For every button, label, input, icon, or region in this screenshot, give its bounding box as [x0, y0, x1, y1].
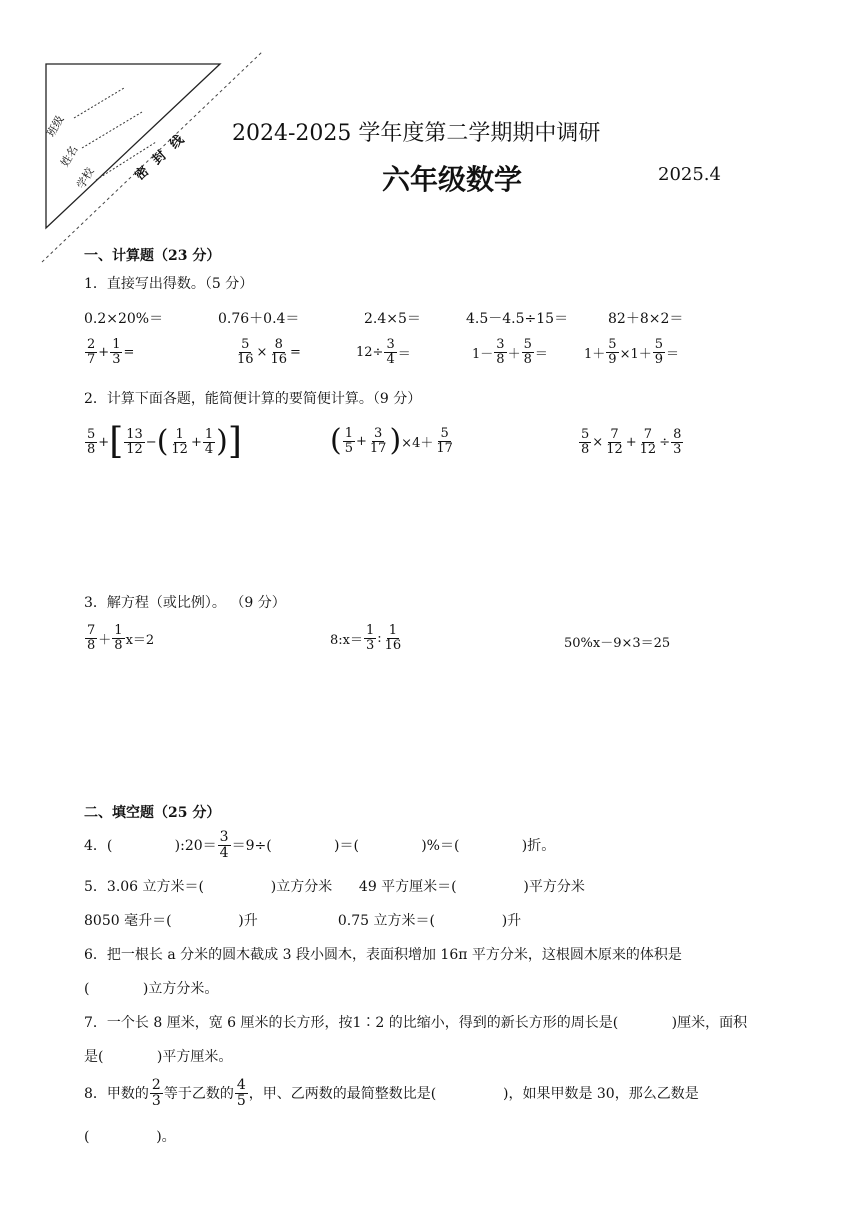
q2-expr-b: ( $\frac{1}{5}$ + $\frac{3}{17}$ ) ×4＋ $\frac{5}{17}$ — [330, 423, 453, 458]
q5-line-2: 8050 毫升＝( )升 0.75 立方米＝( )升 — [84, 913, 522, 929]
q1-item-8: 12÷ $\frac{3}{4}$ ＝ — [356, 337, 411, 367]
q6-line-1: 6．把一根长 a 分米的圆木截成 3 段小圆木，表面积增加 16π 平方分米，这根圆木原来的体积是 — [84, 947, 682, 963]
section2-heading: 二、填空题（25 分） — [84, 805, 221, 821]
q3-eq-c: 50%x－9×3＝25 — [564, 636, 671, 651]
exam-date: 2025.4 — [658, 164, 721, 185]
q1-item-5: 82＋8×2＝ — [608, 311, 684, 327]
q5-line-1: 5．3.06 立方米＝( )立方分米 49 平方厘米＝( )平方分米 — [84, 879, 585, 895]
q1-label: 1．直接写出得数。（5 分） — [84, 276, 254, 292]
q8-line-1: 8．甲数的 $\frac{2}{3}$ 等于乙数的 $\frac{4}{5}$ ，甲、乙两数的最简整数比是( )，如果甲数是 30，那么乙数是 — [84, 1077, 699, 1109]
q4-text: 4．( ):20＝ $\frac{3}{4}$ ＝9÷( )＝( )%＝( )折。 — [84, 829, 556, 861]
binding-school-label: 学校 — [74, 165, 97, 192]
q7-line-1: 7．一个长 8 厘米，宽 6 厘米的长方形，按1∶2 的比缩小，得到的新长方形的周长是( )厘米，面积 — [84, 1015, 748, 1031]
q3-eq-a: $\frac{7}{8}$ ＋ $\frac{1}{8}$ x＝2 — [87, 623, 155, 653]
q1-item-4: 4.5－4.5÷15＝ — [466, 311, 569, 327]
q2-label: 2．计算下面各题，能简便计算的要简便计算。（9 分） — [84, 391, 422, 407]
q1-item-2: 0.76＋0.4＝ — [218, 311, 300, 327]
section1-heading: 一、计算题（23 分） — [84, 248, 221, 264]
q6-line-2: ( )立方分米。 — [84, 981, 219, 997]
q2-expr-c: $\frac{5}{8}$ × $\frac{7}{12}$ + $\frac{7}{12}$ ÷ $\frac{8}{3}$ — [581, 427, 682, 457]
q1-item-1: 0.2×20%＝ — [84, 311, 164, 327]
q1-item-10: 1＋ $\frac{5}{9}$ ×1＋ $\frac{5}{9}$ ＝ — [584, 337, 680, 367]
q1-item-9: 1－ $\frac{3}{8}$ ＋ $\frac{5}{8}$ ＝ — [472, 337, 548, 367]
q2-expr-a: $\frac{5}{8}$ + [ $\frac{13}{12}$ − ( $\frac{1}{12}$ + $\frac{1}{4}$ ) ] — [87, 421, 242, 462]
q3-label: 3．解方程（或比例）。 （9 分） — [84, 595, 286, 611]
binding-seal-text: 密 封 线 — [132, 130, 190, 184]
exam-subtitle: 六年级数学 — [382, 163, 523, 196]
q1-item-3: 2.4×5＝ — [364, 311, 421, 327]
q1-item-7: $\frac{5}{16}$ × $\frac{8}{16}$ = — [237, 337, 301, 367]
binding-name-label: 姓名 — [58, 143, 81, 170]
q8-line-2: ( )。 — [84, 1129, 176, 1145]
binding-class-label: 班级 — [44, 113, 67, 140]
q3-eq-b: 8:x＝ $\frac{1}{3}$ : $\frac{1}{16}$ — [330, 623, 402, 653]
q7-line-2: 是( )平方厘米。 — [84, 1049, 233, 1065]
exam-title: 2024-2025 学年度第二学期期中调研 — [232, 121, 601, 146]
q1-item-6: $\frac{2}{7}$ + $\frac{1}{3}$ = — [87, 337, 135, 367]
